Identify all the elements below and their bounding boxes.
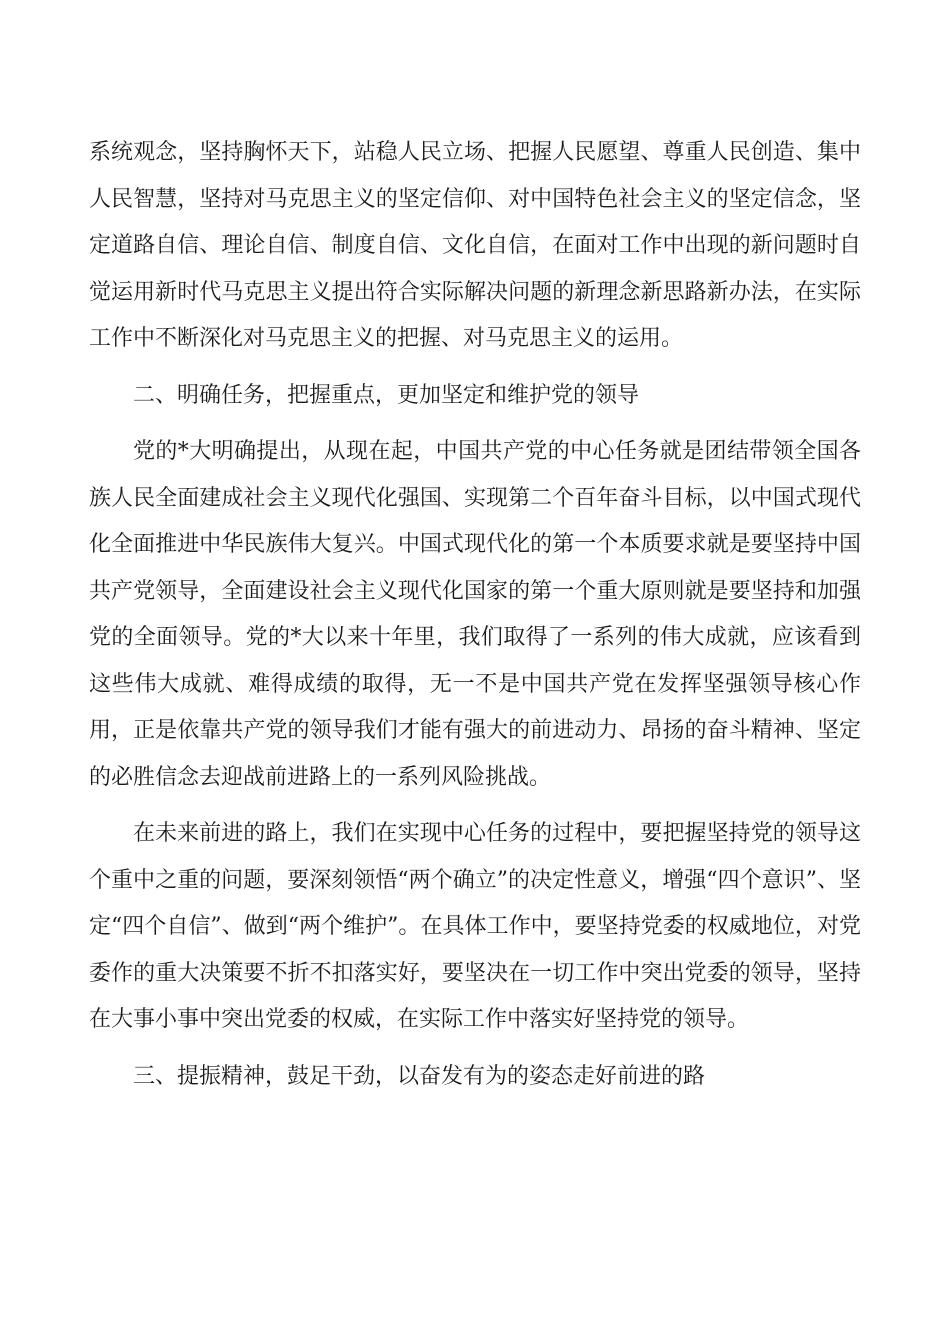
section-heading-three: 三、提振精神，鼓足干劲，以奋发有为的姿态走好前进的路 bbox=[133, 1063, 706, 1089]
section-heading-two: 二、明确任务，把握重点，更加坚定和维护党的领导 bbox=[133, 382, 640, 408]
paragraph-central-task: 党的*大明确提出，从现在起，中国共产党的中心任务就是团结带领全国各族人民全面建成社会主义现代化强国、实现第二个百年奋斗目标，以中国式现代化全面推进中华民族伟大复兴。中国式现代化的第一个本质要求就是要坚持中国共产党领导，全面建设社会主义现代化国家的第一个重大原则就是要坚持和加强党的全面领导。党的*大以来十年里，我们取得了一系列的伟大成就，应该看到这些伟大成就、难得成绩的取得，无一不是中国共产党在发挥坚强领导核心作用，正是依靠共产党的领导我们才能有强大的前进动力、昂扬的奋斗精神、坚定的必胜信念去迎战前进路上的一系列风险挑战。 bbox=[89, 439, 861, 790]
document-body bbox=[89, 130, 861, 1110]
paragraph-future-path: 在未来前进的路上，我们在实现中心任务的过程中，要把握坚持党的领导这个重中之重的问题，要深刻领悟“两个确立”的决定性意义，增强“四个意识”、坚定“四个自信”、做到“两个维护”。在具体工作中，要坚持党委的权威地位，对党委作的重大决策要不折不扣落实好，要坚决在一切工作中突出党委的领导，坚持在大事小事中突出党委的权威，在实际工作中落实好坚持党的领导。 bbox=[89, 821, 861, 1032]
paragraph-continued: 系统观念，坚持胸怀天下，站稳人民立场、把握人民愿望、尊重人民创造、集中人民智慧，坚持对马克思主义的坚定信仰、对中国特色社会主义的坚定信念，坚定道路自信、理论自信、制度自信、文化自信，在面对工作中出现的新问题时自觉运用新时代马克思主义提出符合实际解决问题的新理念新思路新办法，在实际工作中不断深化对马克思主义的把握、对马克思主义的运用。 bbox=[89, 140, 861, 351]
